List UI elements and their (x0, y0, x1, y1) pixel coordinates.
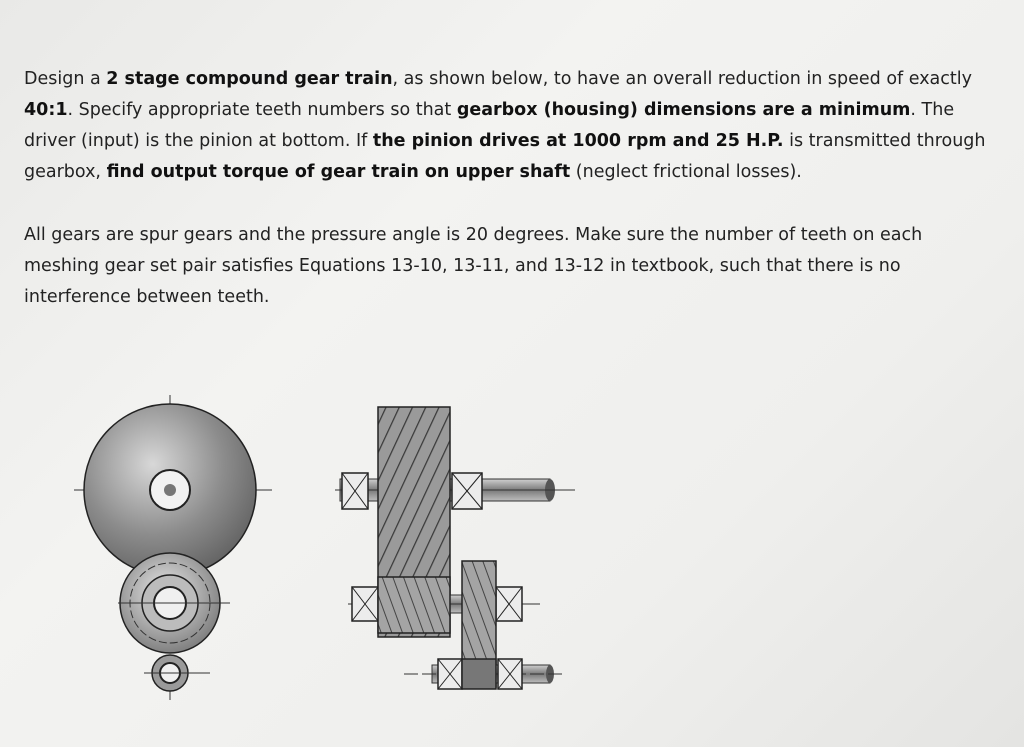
bold-segment: the pinion drives at 1000 rpm and 25 H.P. (372, 131, 784, 151)
text-segment: . The driver (input) is the pinion at bottom. If (24, 100, 955, 151)
bold-segment: find output torque of gear train on upper shaft (106, 162, 571, 182)
text-segment: Design a (24, 69, 107, 89)
bold-segment: 2 stage compound gear train (106, 69, 393, 89)
text-segment: . Specify appropriate teeth numbers so that (67, 100, 457, 120)
input-pinion-side (462, 659, 496, 689)
text-segment: is transmitted through gearbox, (24, 131, 986, 182)
bold-segment: gearbox (housing) dimensions are a minimum (456, 100, 911, 120)
compound-pinion-side (378, 577, 450, 633)
gear-train-figure (60, 395, 600, 705)
text-segment: (neglect frictional losses). (570, 162, 802, 182)
gear-train-front-view (74, 395, 272, 700)
problem-paragraph-2: All gears are spur gears and the pressure angle is 20 degrees. Make sure the number of teeth on each meshing gear set pair satisfies Equations 13-10, 13-11, and 13-12 in textbook, such that there is no interference between teeth. (24, 225, 923, 307)
gear-train-side-view (335, 407, 575, 689)
text-segment: , as shown below, to have an overall reduction in speed of exactly (392, 69, 972, 89)
problem-paragraph-1 (24, 64, 999, 188)
bold-segment: 40:1 (24, 100, 68, 120)
